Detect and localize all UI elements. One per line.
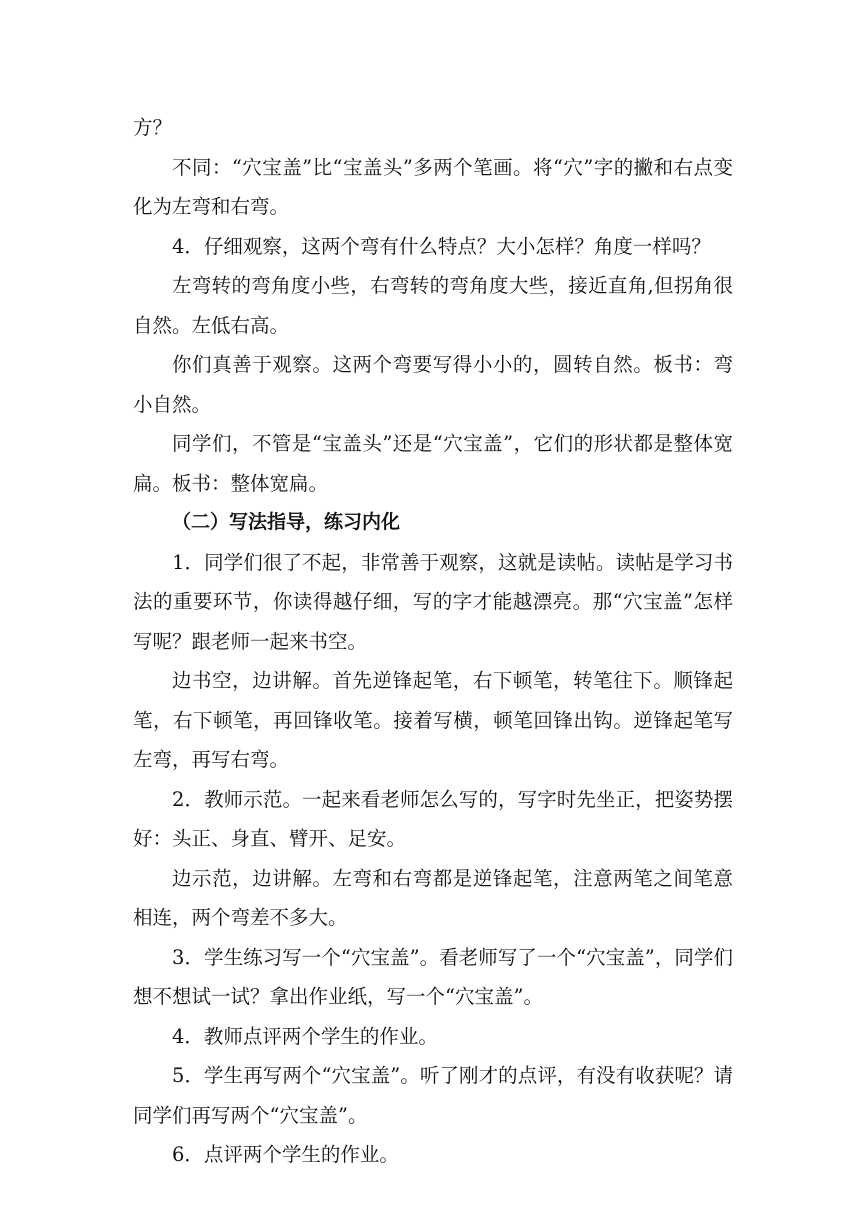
paragraph: 2．教师示范。一起来看老师怎么写的，写字时先坐正，把姿势摆好：头正、身直、臂开、足安。 bbox=[133, 787, 733, 850]
paragraph-continuation: 方？ bbox=[133, 116, 173, 139]
paragraph: 5．学生再写两个“穴宝盖”。听了刚才的点评，有没有收获呢？请同学们再写两个“穴宝盖”。 bbox=[133, 1064, 733, 1127]
paragraph: 你们真善于观察。这两个弯要写得小小的，圆转自然。板书：弯小自然。 bbox=[133, 353, 733, 416]
paragraph: 不同：“穴宝盖”比“宝盖头”多两个笔画。将“穴”字的撇和右点变化为左弯和右弯。 bbox=[133, 155, 733, 218]
paragraph: 同学们，不管是“宝盖头”还是“穴宝盖”，它们的形状都是整体宽扁。板书：整体宽扁。 bbox=[133, 432, 733, 495]
paragraph: 6．点评两个学生的作业。 bbox=[172, 1143, 399, 1166]
paragraph: 3．学生练习写一个“穴宝盖”。看老师写了一个“穴宝盖”，同学们想不想试一试？拿出作业纸，写一个“穴宝盖”。 bbox=[133, 945, 733, 1008]
section-heading: （二）写法指导，练习内化 bbox=[172, 511, 401, 533]
paragraph: 4．教师点评两个学生的作业。 bbox=[172, 1024, 438, 1048]
paragraph: 1．同学们很了不起，非常善于观察，这就是读帖。读帖是学习书法的重要环节，你读得越仔细，写的字才能越漂亮。那“穴宝盖”怎样写呢？跟老师一起来书空。 bbox=[133, 550, 733, 653]
paragraph: 边示范，边讲解。左弯和右弯都是逆锋起笔，注意两笔之间笔意相连，两个弯差不多大。 bbox=[133, 866, 733, 929]
paragraph: 边书空，边讲解。首先逆锋起笔，右下顿笔，转笔往下。顺锋起笔，右下顿笔，再回锋收笔。接着写横，顿笔回锋出钩。逆锋起笔写左弯，再写右弯。 bbox=[133, 669, 733, 771]
paragraph: 左弯转的弯角度小些，右弯转的弯角度大些，接近直角,但拐角很自然。左低右高。 bbox=[133, 274, 733, 337]
document-body bbox=[133, 108, 733, 1175]
paragraph: 4．仔细观察，这两个弯有什么特点？大小怎样？角度一样吗？ bbox=[172, 234, 711, 258]
